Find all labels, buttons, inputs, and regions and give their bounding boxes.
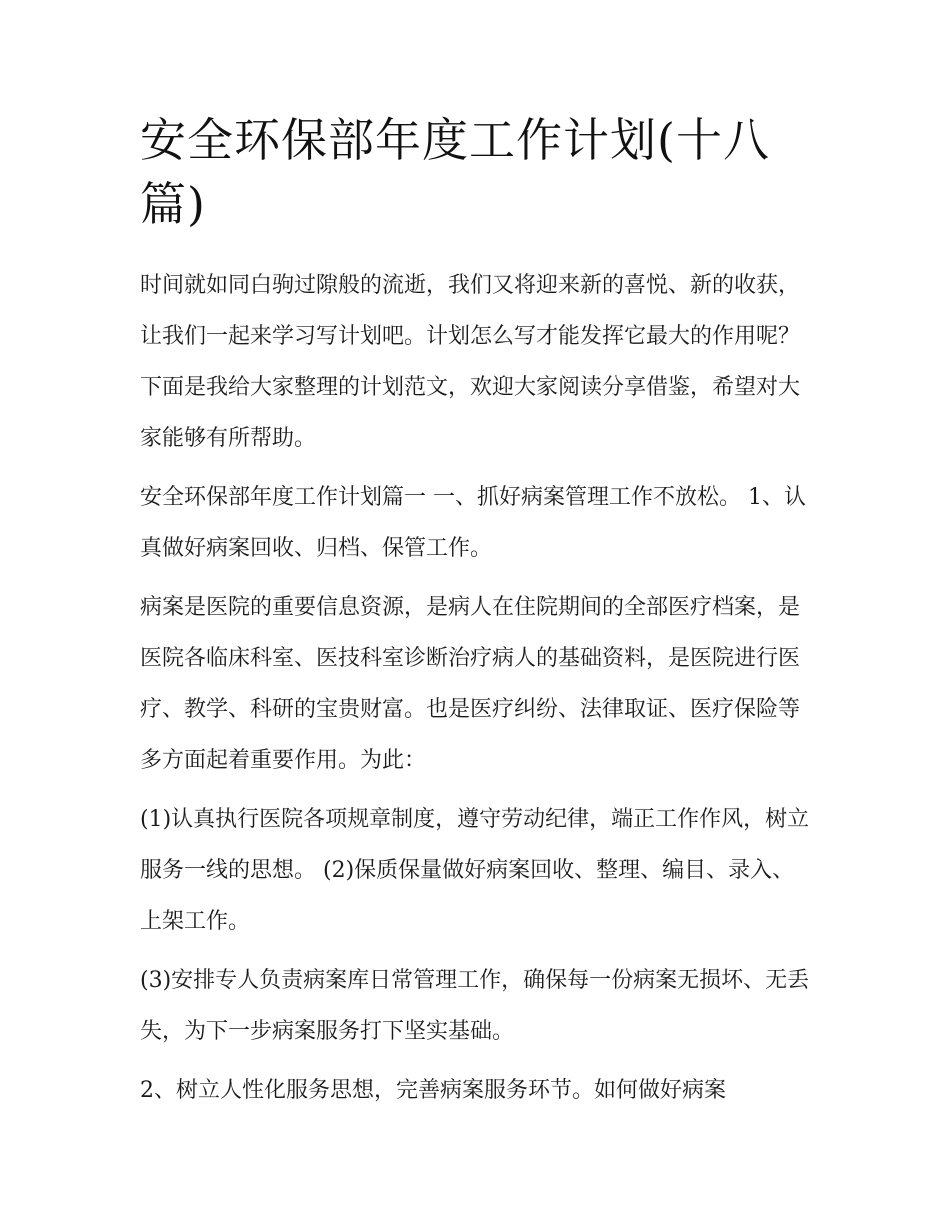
document-title: 安全环保部年度工作计划(十八篇) <box>140 113 770 231</box>
paragraph-intro: 时间就如同白驹过隙般的流逝，我们又将迎来新的喜悦、新的收获，让我们一起来学习写计划吧。计划怎么写才能发挥它最大的作用呢？下面是我给大家整理的计划范文，欢迎大家阅读分享借鉴，希望对大家能够有所帮助。 <box>140 273 801 451</box>
paragraph-section-one: 安全环保部年度工作计划篇一 一、抓好病案管理工作不放松。 1、认真做好病案回收、归档、保管工作。 <box>140 485 806 561</box>
document-body <box>140 108 812 1124</box>
paragraph-item-1-2: (1)认真执行医院各项规章制度，遵守劳动纪律，端正工作作风，树立服务一线的思想。 (2)保质保量做好病案回收、整理、编目、录入、上架工作。 <box>140 807 810 934</box>
paragraph-item-3: (3)安排专人负责病案库日常管理工作，确保每一份病案无损坏、无丢失，为下一步病案服务打下坚实基础。 <box>140 968 810 1044</box>
paragraph-section-two: 2、树立人性化服务思想，完善病案服务环节。如何做好病案 <box>140 1078 726 1103</box>
paragraph-records-importance: 病案是医院的重要信息资源，是病人在住院期间的全部医疗档案，是医院各临床科室、医技科室诊断治疗病人的基础资料，是医院进行医疗、教学、科研的宝贵财富。也是医疗纠纷、法律取证、医疗保险等多方面起着重要作用。为此： <box>140 595 801 773</box>
